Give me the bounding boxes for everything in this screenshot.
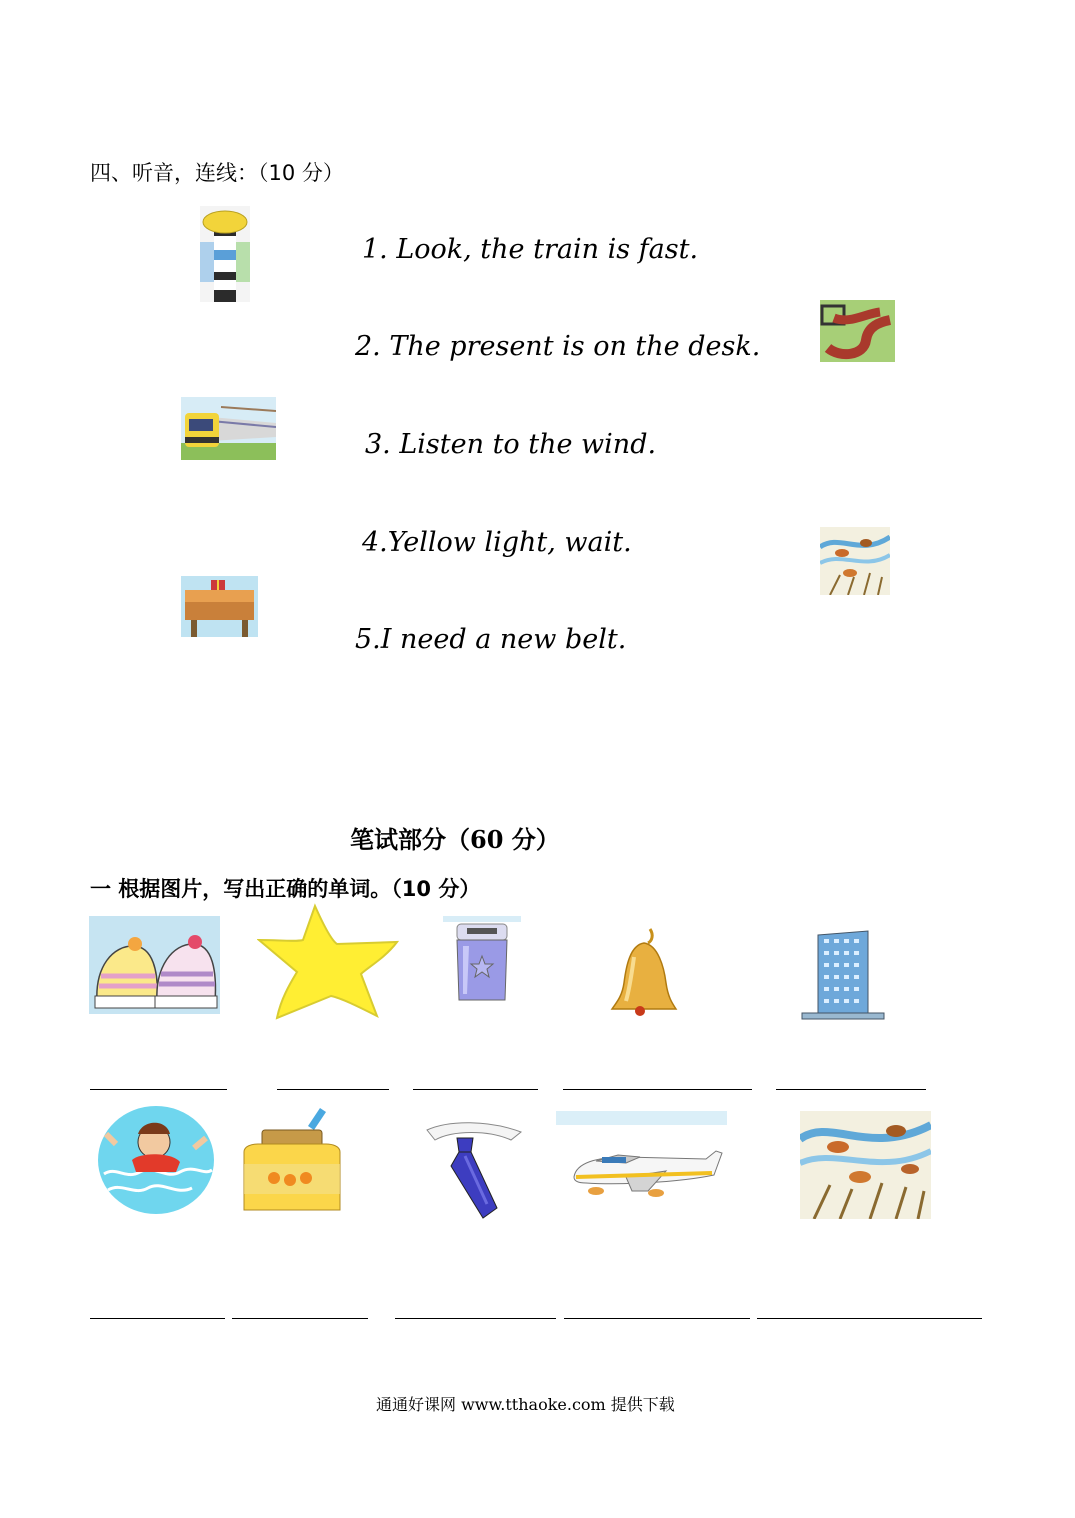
star-picture bbox=[257, 902, 402, 1022]
answer-blank[interactable] bbox=[90, 1089, 227, 1090]
bell-picture bbox=[610, 927, 678, 1022]
tall-building-picture bbox=[800, 929, 886, 1020]
listening-heading: 四、听音，连线：（10 分） bbox=[90, 161, 344, 185]
sentence-3: 3. Listen to the wind. bbox=[365, 429, 657, 460]
train-picture bbox=[181, 397, 276, 460]
windy-leaves-picture bbox=[800, 1111, 931, 1219]
answer-blank[interactable] bbox=[395, 1318, 556, 1319]
sentence-5: 5.I need a new belt. bbox=[355, 624, 627, 655]
bin-picture bbox=[443, 916, 521, 1007]
answer-blank[interactable] bbox=[413, 1089, 538, 1090]
answer-blank[interactable] bbox=[90, 1318, 225, 1319]
swimming-boy-picture bbox=[96, 1104, 216, 1216]
answer-blank[interactable] bbox=[757, 1318, 982, 1319]
answer-blank[interactable] bbox=[232, 1318, 368, 1319]
woolly-hats-picture bbox=[89, 916, 220, 1014]
belt-picture bbox=[820, 300, 895, 362]
footer-text: 通通好课网 www.tthaoke.com 提供下载 bbox=[376, 1395, 675, 1414]
q1-heading: 一 根据图片，写出正确的单词。（10 分） bbox=[90, 877, 481, 901]
traffic-light-pole-picture bbox=[200, 206, 250, 302]
answer-blank[interactable] bbox=[277, 1089, 389, 1090]
jam-jar-picture bbox=[238, 1106, 344, 1216]
desk-with-present-picture bbox=[181, 576, 258, 637]
sentence-1: 1. Look, the train is fast. bbox=[362, 234, 699, 265]
windy-leaves-picture bbox=[820, 527, 890, 595]
answer-blank[interactable] bbox=[564, 1318, 750, 1319]
written-section-title: 笔试部分（60 分） bbox=[350, 825, 560, 854]
answer-blank[interactable] bbox=[776, 1089, 926, 1090]
tie-picture bbox=[389, 1112, 535, 1220]
plane-picture bbox=[556, 1111, 727, 1206]
sentence-2: 2. The present is on the desk. bbox=[355, 331, 761, 362]
sentence-4: 4.Yellow light, wait. bbox=[362, 527, 632, 558]
answer-blank[interactable] bbox=[563, 1089, 752, 1090]
